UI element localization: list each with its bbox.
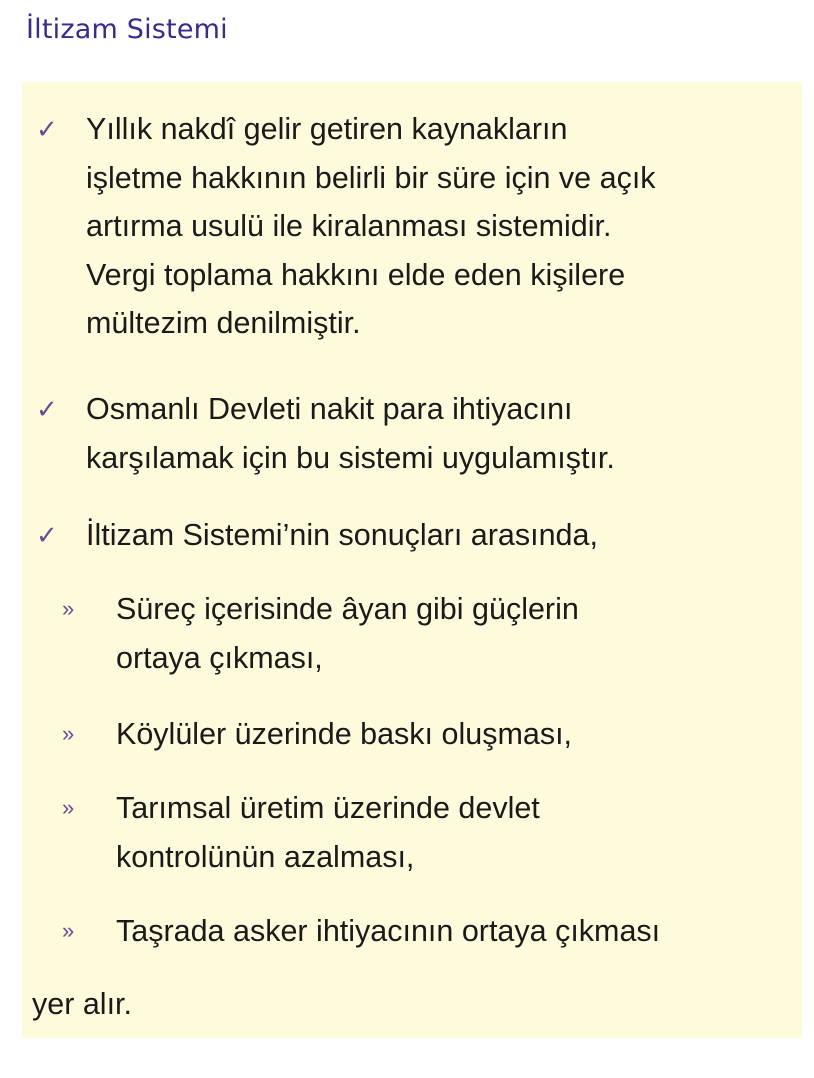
list-item-text bbox=[86, 385, 796, 482]
text-line: İltizam Sistemi’nin sonuçları arasında, bbox=[86, 518, 598, 552]
text-line: Süreç içerisinde âyan gibi güçlerin bbox=[116, 592, 579, 626]
content-box bbox=[22, 82, 802, 1038]
double-chevron-icon: » bbox=[62, 795, 75, 820]
text-line: karşılamak için bu sistemi uygulamıştır. bbox=[86, 440, 615, 475]
sub-list-item-text bbox=[116, 784, 796, 881]
text-line: Taşrada asker ihtiyacının ortaya çıkması bbox=[116, 914, 661, 948]
check-icon: ✓ bbox=[36, 394, 58, 424]
sub-list-item-text bbox=[116, 907, 796, 956]
text-line: Vergi toplama hakkını elde eden kişilere bbox=[86, 257, 626, 292]
closing-text: yer alır. bbox=[32, 987, 133, 1021]
text-line: artırma usulü ile kiralanması sistemidir. bbox=[86, 209, 612, 243]
text-line: kontrolünün azalması, bbox=[116, 839, 415, 874]
text-line: Köylüler üzerinde baskı oluşması, bbox=[116, 717, 573, 751]
sub-list-item-text bbox=[116, 585, 796, 682]
check-icon: ✓ bbox=[36, 114, 58, 144]
check-icon: ✓ bbox=[36, 520, 58, 550]
sub-list-item-text bbox=[116, 710, 796, 759]
text-line: Osmanlı Devleti nakit para ihtiyacını bbox=[86, 392, 573, 426]
list-item-text bbox=[86, 105, 796, 348]
double-chevron-icon: » bbox=[62, 721, 75, 746]
text-line: ortaya çıkması, bbox=[116, 640, 323, 675]
text-line: Tarımsal üretim üzerinde devlet bbox=[116, 791, 540, 825]
text-line: Yıllık nakdî gelir getiren kaynakların bbox=[86, 112, 568, 146]
text-line: işletme hakkının belirli bir süre için ve açık bbox=[86, 160, 656, 195]
text-line: mültezim denilmiştir. bbox=[86, 306, 361, 340]
double-chevron-icon: » bbox=[62, 918, 75, 943]
page-title: İltizam Sistemi bbox=[26, 14, 228, 45]
list-item-text bbox=[86, 511, 796, 560]
double-chevron-icon: » bbox=[62, 596, 75, 621]
